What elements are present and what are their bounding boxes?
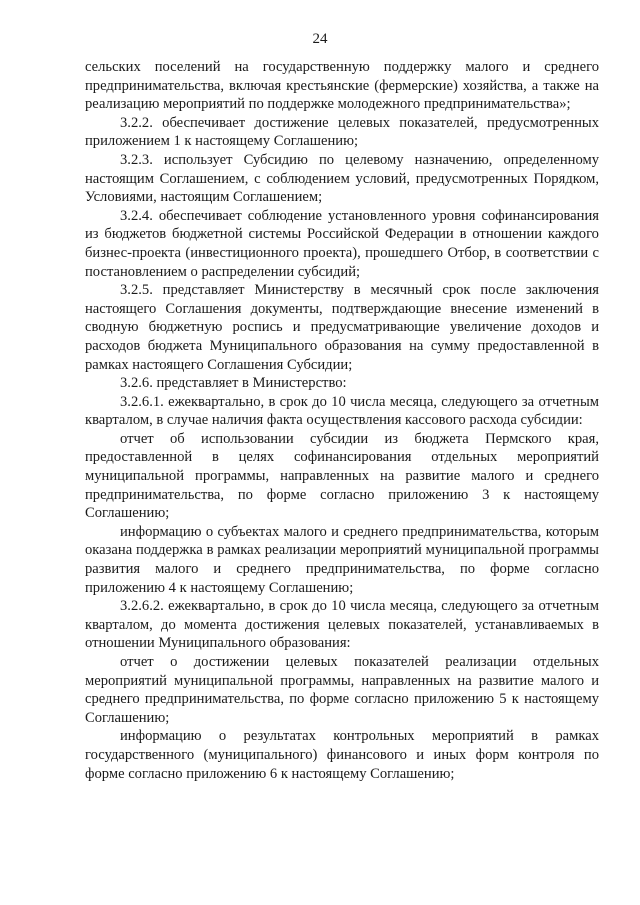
text-line: настоящего Соглашения документы, подтверждающие внесение изменений <box>85 300 593 317</box>
document-body <box>85 58 599 783</box>
info-sme-subjects <box>85 523 599 597</box>
text-line: в рамках настоящего Соглашения Субсидии; <box>85 337 599 373</box>
text-line: софинансирования из бюджетов бюджетной системы Российской Федерации <box>85 207 599 243</box>
clause-3-2-6-2 <box>85 597 599 653</box>
text-line: отчет об использовании субсидии из бюджета Пермского края, <box>120 430 599 447</box>
page-number: 24 <box>312 31 328 47</box>
text-line: согласно приложению 4 к настоящему Соглашению; <box>85 561 599 596</box>
text-line: в отношении каждого бизнес-проекта (инвестиционного проекта), прошедшего <box>85 226 599 261</box>
text-line: отчет о достижении целевых показателей реализации отдельных <box>120 654 599 670</box>
clause-3-2-5 <box>85 281 599 374</box>
clause-3-2-3 <box>85 151 599 207</box>
text-line: предпринимательства, по форме согласно приложению 3 к настоящему <box>85 486 599 503</box>
text-line: расхода субсидии: <box>469 412 583 429</box>
text-line: 3.2.6.2. ежеквартально, в срок до 10 числа месяца, следующего <box>120 598 522 615</box>
text-line: 3.2.5. представляет Министерству в месячный срок после заключения <box>120 282 599 299</box>
info-control-results <box>85 727 599 783</box>
text-line: Отбор, в соответствии с постановлением о распределении субсидий; <box>85 244 599 280</box>
report-subsidy-usage <box>85 430 599 523</box>
text-line: предпринимательства, включая крестьянские (фермерские) хозяйства, а также <box>85 77 585 94</box>
text-line: в сводную бюджетную роспись и предусматривающие увеличение доходов <box>85 300 599 336</box>
text-line: и среднего предпринимательства, по форме согласно приложению 5 <box>85 672 599 708</box>
text-line: 3.2.4. обеспечивает соблюдение установленного уровня <box>120 207 482 224</box>
text-line: настоящим Соглашением, с соблюдением условий, предусмотренных <box>85 170 534 187</box>
clause-3-2-2 <box>85 114 599 151</box>
report-target-indicators <box>85 653 599 727</box>
text-line: за отчетным кварталом, до момента достижения целевых показателей, <box>85 598 600 633</box>
text-line: приложением 1 к настоящему Соглашению; <box>85 133 359 150</box>
text-line: за отчетным кварталом, в случае наличия факта осуществления кассового <box>85 393 600 429</box>
clause-3-2-6 <box>85 374 599 393</box>
clause-3-2-6-1 <box>85 393 599 430</box>
text-line: государственного (муниципального) финансового и иных форм контроля <box>85 746 584 763</box>
text-line: на реализацию мероприятий по поддержке молодежного <box>85 77 599 113</box>
text-line: мероприятий муниципальной программы, направленных на развитие малого <box>85 672 592 689</box>
text-line: устанавливаемых в отношении Муниципального образования: <box>85 616 599 652</box>
text-line: предпринимательства»; <box>423 96 571 113</box>
paragraph-continuation <box>85 58 599 114</box>
text-line: информацию о результатах контрольных мероприятий в рамках <box>120 728 599 745</box>
text-line: 3.2.6. представляет в Министерство: <box>120 375 347 392</box>
text-line: которым оказана поддержка в рамках реализации мероприятий муниципальной <box>85 523 599 559</box>
text-line: и расходов бюджета Муниципального образования на сумму предоставленной <box>85 319 599 354</box>
text-line: по форме согласно приложению 6 к настоящему Соглашению; <box>85 746 599 782</box>
text-line: информацию о субъектах малого и среднего предпринимательства, <box>120 523 546 540</box>
clause-3-2-4 <box>85 207 599 281</box>
text-line: Соглашению; <box>85 505 170 522</box>
text-line: сельских поселений на государственную поддержку малого и среднего <box>85 59 599 75</box>
text-line: 3.2.2. обеспечивает достижение целевых показателей, предусмотренных <box>120 114 599 131</box>
text-line: к настоящему Соглашению; <box>85 691 600 726</box>
text-line: 3.2.3. использует Субсидию по целевому назначению, определенному <box>120 151 599 168</box>
text-line: программы развития малого и среднего предпринимательства, по форме <box>85 542 599 578</box>
text-line: 3.2.6.1. ежеквартально, в срок до 10 числа месяца, следующего <box>120 393 522 410</box>
text-line: Порядком, Условиями, настоящим Соглашением; <box>85 170 599 206</box>
text-line: муниципальной программы, направленных на развитие малого и среднего <box>85 468 599 485</box>
text-line: предоставленной в целях софинансирования отдельных мероприятий <box>85 449 599 466</box>
